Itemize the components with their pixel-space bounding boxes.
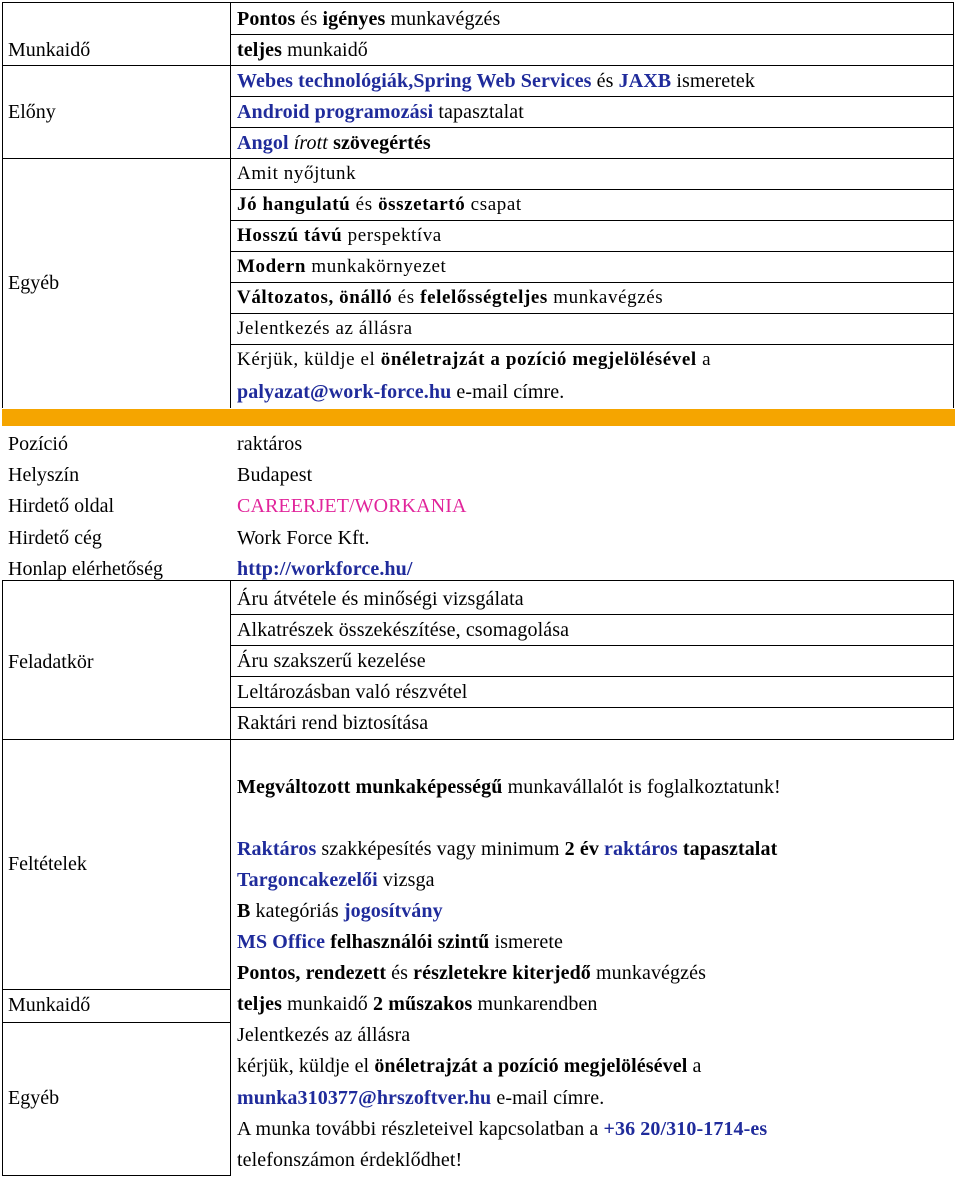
row-line <box>230 220 954 221</box>
table-divider-3 <box>230 739 231 1176</box>
value-hirdeto-oldal: CAREERJET/WORKANIA <box>237 495 467 517</box>
label-feladatkor: Feladatkör <box>8 651 94 673</box>
row-line <box>230 313 954 314</box>
requirement-item: Raktáros szakképesítés vagy minimum 2 év raktáros tapasztalat <box>237 838 778 860</box>
row-line <box>230 614 954 615</box>
list-item: Amit nyőjtunk <box>237 163 357 184</box>
table-divider-2 <box>230 580 231 740</box>
section-separator <box>2 409 955 426</box>
list-item: Jó hangulatú és összetartó csapat <box>237 194 522 215</box>
label-hirdeto-ceg: Hirdető cég <box>8 527 102 549</box>
row-line <box>230 251 954 252</box>
label-egyeb: Egyéb <box>8 272 60 294</box>
label-elony: Előny <box>8 101 56 123</box>
table-divider-1 <box>230 2 231 408</box>
row-line <box>230 282 954 283</box>
row-line <box>230 676 954 677</box>
notice-text: Megváltozott munkaképességű munkavállalót is foglalkoztatunk! <box>237 776 781 798</box>
task-item: Áru szakszerű kezelése <box>237 650 426 672</box>
contact-item: telefonszámon érdeklődhet! <box>237 1149 463 1171</box>
task-item: Raktári rend biztosítása <box>237 712 429 734</box>
row-line <box>2 2 954 3</box>
task-item: Leltározásban való részvétel <box>237 681 468 703</box>
list-item: Android programozási tapasztalat <box>237 101 524 123</box>
label-helyszin: Helyszín <box>8 464 80 486</box>
list-item: Kérjük, küldje el önéletrajzát a pozíció megjelölésével a <box>237 349 712 370</box>
row-line <box>230 127 954 128</box>
list-item: Webes technológiák,Spring Web Services és JAXB ismeretek <box>237 70 756 92</box>
label-hirdeto-oldal: Hirdető oldal <box>8 495 115 517</box>
email-link-2[interactable]: munka310377@hrszoftver.hu e-mail címre. <box>237 1087 605 1109</box>
label-honlap: Honlap elérhetőség <box>8 558 163 580</box>
value-pozicio: raktáros <box>237 433 303 455</box>
requirement-item: Pontos, rendezett és részletekre kiterjedő munkavégzés <box>237 962 706 984</box>
list-item: Pontos és igényes munkavégzés <box>237 8 501 30</box>
schedule-item: teljes munkaidő 2 műszakos munkarendben <box>237 993 598 1015</box>
value-helyszin: Budapest <box>237 464 313 486</box>
list-item: Jelentkezés az állásra <box>237 318 413 339</box>
row-line <box>2 1175 230 1176</box>
row-line <box>230 189 954 190</box>
row-line <box>2 739 954 740</box>
email-link[interactable]: palyazat@work-force.hu e-mail címre. <box>237 381 565 403</box>
label-egyeb-2: Egyéb <box>8 1087 60 1109</box>
phone-item: A munka további részleteivel kapcsolatban a +36 20/310-1714-es <box>237 1118 768 1140</box>
label-pozicio: Pozíció <box>8 433 68 455</box>
contact-item: kérjük, küldje el önéletrajzát a pozíció megjelölésével a <box>237 1055 702 1077</box>
list-item: teljes munkaidő <box>237 39 368 61</box>
row-line <box>230 96 954 97</box>
table-border-right-2 <box>953 580 954 740</box>
website-link[interactable]: http://workforce.hu/ <box>237 558 413 580</box>
requirement-item: B kategóriás jogosítvány <box>237 900 443 922</box>
label-feltetelek: Feltételek <box>8 853 87 875</box>
row-line <box>230 645 954 646</box>
requirement-item: Targoncakezelői vizsga <box>237 869 435 891</box>
row-line <box>230 344 954 345</box>
label-munkaido-2: Munkaidő <box>8 994 91 1016</box>
table-border-left-2 <box>2 580 3 740</box>
table-border-left-1 <box>2 2 3 408</box>
task-item: Alkatrészek összekészítése, csomagolása <box>237 619 570 641</box>
table-border-left-3 <box>2 739 3 1176</box>
list-item: Angol írott szövegértés <box>237 132 431 154</box>
value-hirdeto-ceg: Work Force Kft. <box>237 527 370 549</box>
row-line <box>2 65 954 66</box>
label-munkaido: Munkaidő <box>8 39 91 61</box>
requirement-item: MS Office felhasználói szintű ismerete <box>237 931 563 953</box>
list-item: Hosszú távú perspektíva <box>237 225 442 246</box>
table-border-right-1 <box>953 2 954 408</box>
row-line <box>230 34 954 35</box>
contact-item: Jelentkezés az állásra <box>237 1024 411 1046</box>
row-line <box>2 1022 230 1023</box>
row-line <box>2 989 230 990</box>
list-item: Változatos, önálló és felelősségteljes munkavégzés <box>237 287 664 308</box>
row-line <box>2 158 954 159</box>
task-item: Áru átvétele és minőségi vizsgálata <box>237 588 524 610</box>
row-line <box>230 707 954 708</box>
list-item: Modern munkakörnyezet <box>237 256 447 277</box>
